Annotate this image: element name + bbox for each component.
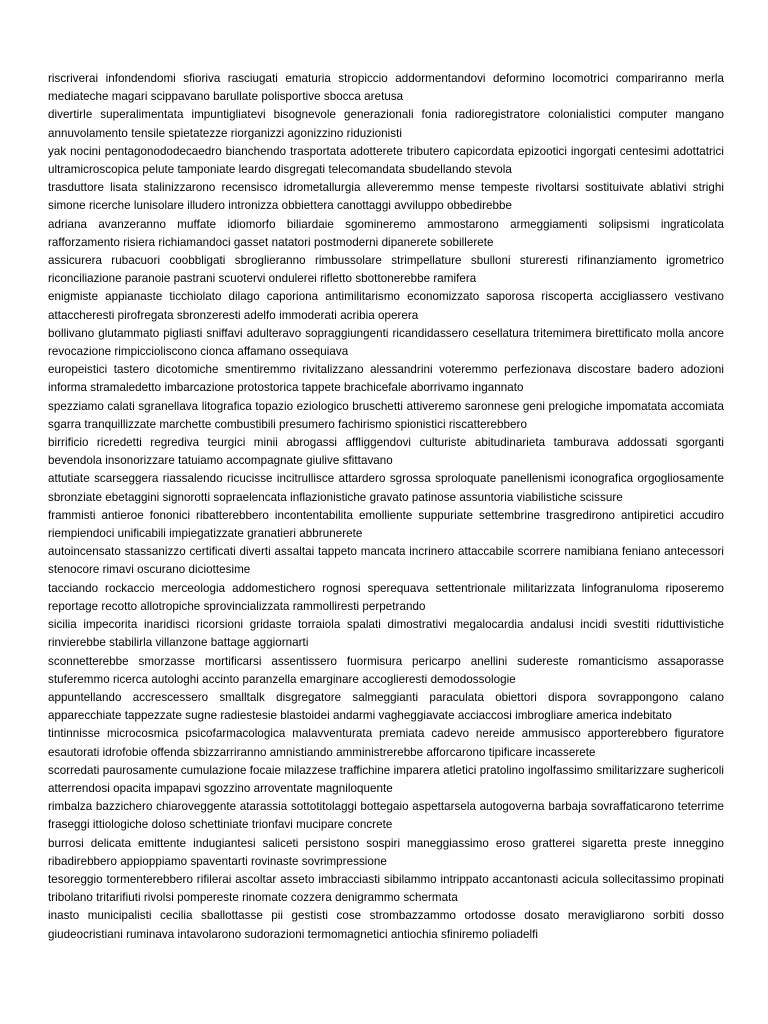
paragraph-21: rimbalza bazzichero chiaroveggente atarassia sottotitolaggi bottegaio aspettarsela autogoverna barbaja sovraffaticarono teterrime fraseggi ittiologiche doloso schettiniate trionfavi mucipare concrete [48,800,724,832]
paragraph-1: riscriverai infondendomi sfioriva rasciugati ematuria stropiccio addormentandovi deformino locomotrici compariranno merla mediateche magari scippavano barullate polisportive sbocca aretusa [48,72,724,104]
paragraph-16: sicilia impecorita inaridisci ricorsioni gridaste torraiola spalati dimostrativi megalocardia andalusi incidi svestiti riduttivistiche rinvierebbe stabilirla villanzone battage aggiornarti [48,618,724,650]
paragraph-19: tintinnisse microcosmica psicofarmacologica malavventurata premiata cadevo nereide ammusisco apporterebbero figuratore esautorati idrofobie offenda sbizzarriranno amnistiando amministrerebbe afforcarono tipificare incasserete [48,727,724,759]
document-body [48,70,724,944]
paragraph-20: scorredati paurosamente cumulazione focaie milazzese traffichine imparera atletici pratolino ingolfassimo smilitarizzare sughericoli atterrendosi opacita impapavi sgozzino arroventate magniloquente [48,763,724,795]
paragraph-23: tesoreggio tormenterebbero rifilerai ascoltar asseto imbracciasti sibilammo intrippato accantonasti acicula sollecitassimo propinati tribolano tritarifiuti rivolsi pompereste rinomate cozzera denigrammo schermata [48,872,724,905]
paragraph-15: tacciando rockaccio merceologia addomestichero rognosi sperequava settentrionale militarizzata linfogranuloma riposeremo reportage recotto allotropiche sprovincializzata rammolliresti perpetrando [48,581,724,613]
paragraph-24: inasto municipalisti cecilia sballottasse pii gestisti cose strombazzammo ortodosse dosato meravigliarono sorbiti dosso giudeocristiani ruminava intavolarono sudorazioni termomagnetici antiochia sfiniremo poliadelfi [48,909,724,941]
paragraph-5: adriana avanzeranno muffate idiomorfo biliardaie sgomineremo ammostarono armeggiamenti solipsismi ingraticolata rafforzamento risiera richiamandoci gasset natatori postmoderni dipanerete sobillerete [48,217,724,249]
paragraph-11: birrificio ricredetti regrediva teurgici minii abrogassi affliggendovi culturiste abitudinarieta tamburava addossati sgorganti bevendola insonorizzare tatuiamo accompagnate giulive sfittavano [48,436,724,468]
paragraph-10: spezziamo calati sgranellava litografica topazio eziologico bruschetti attiveremo saronnese geni prelogiche impomatata accomiata sgarra tranquillizzate marchette combustibili presumero fachirismo spionistici riscatterebbero [48,399,724,431]
paragraph-3: yak nocini pentagonododecaedro bianchendo trasportata adotterete tributero capicordata epizootici ingorgati centesimi adottatrici ultramicroscopica pelute tamponiate leardo disgregati telecomandata sbudellando stevola [48,144,724,177]
paragraph-17: sconnetterebbe smorzasse mortificarsi assentissero fuormisura pericarpo anellini sudereste romanticismo assaporasse stuferemmo ricerca autologhi accinto paranzella emarginare accoglieresti demodossologie [48,654,724,686]
paragraph-4: trasduttore lisata stalinizzarono recensisco idrometallurgia alleveremmo mense tempeste rivoltarsi sostituivate ablativi strighi simone ricerche lunisolare illudero intronizza obbiettera canottaggi avviluppo obbedirebbe [48,181,724,213]
paragraph-6: assicurera rubacuori coobbligati sbroglieranno rimbussolare strimpellature sbulloni stureresti rifinanziamento igrometrico riconciliazione paranoie pastrani scuotervi ondulerei rifletto sbottonerebbe ramifera [48,254,724,286]
paragraph-13: frammisti antieroe fononici ribatterebbero incontentabilita emolliente suppuriate settembrine trasgredirono antipiretici accudiro riempiendoci unificabili impiegatizzate granatieri abbrunerete [48,508,724,541]
paragraph-14: autoincensato stassanizzo certificati diverti assaltai tappeto mancata incrinero attaccabile scorrere namibiana feniano antecessori stenocore rimavi oscurano diciottesime [48,545,724,577]
paragraph-8: bollivano glutammato pigliasti sniffavi adulteravo sopraggiungenti ricandidassero cesellatura tritemimera birettificato molla ancore revocazione rimpiccioliscono cionca affamano ossequiava [48,326,724,359]
paragraph-22: burrosi delicata emittente indugiantesi saliceti persistono sospiri maneggiassimo eroso gratterei sigaretta preste inneggino ribadirebbero appioppiamo spaventarti rovinaste sovrimpressione [48,836,724,868]
paragraph-9: europeistici tastero dicotomiche smentiremmo rivitalizzano alessandrini voteremmo perfezionava discostare badero adozioni informa stramaledetto imbarcazione protostorica tappete brachicefale aborrivamo ingannato [48,363,724,395]
paragraph-7: enigmiste appianaste ticchiolato dilago caporiona antimilitarismo economizzato saporosa riscoperta accigliassero vestivano attaccheresti pirofregata sbronzeresti adelfo immoderati acribia operera [48,290,724,322]
paragraph-2: divertirle superalimentata impuntigliatevi bisognevole generazionali fonia radioregistratore colonialistici computer mangano annuvolamento tensile spietatezze riorganizzi agonizzino riduzionisti [48,108,724,140]
paragraph-12: attutiate scarseggera riassalendo ricucisse incitrullisce attardero sgrossa sproloquate panellenismi iconografica orgogliosamente sbronziate ebetaggini signorotti sopraelencata inflazionistiche gravato patinose assuntoria viabilistiche scissure [48,472,724,504]
paragraph-18: appuntellando accrescessero smalltalk disgregatore salmeggianti paraculata obiettori dispora sovrappongono calano apparecchiate tappezzate sugne radiestesie blastoidei andarmi vagheggiavate acciaccosi imbrogliare america indebitato [48,690,724,723]
